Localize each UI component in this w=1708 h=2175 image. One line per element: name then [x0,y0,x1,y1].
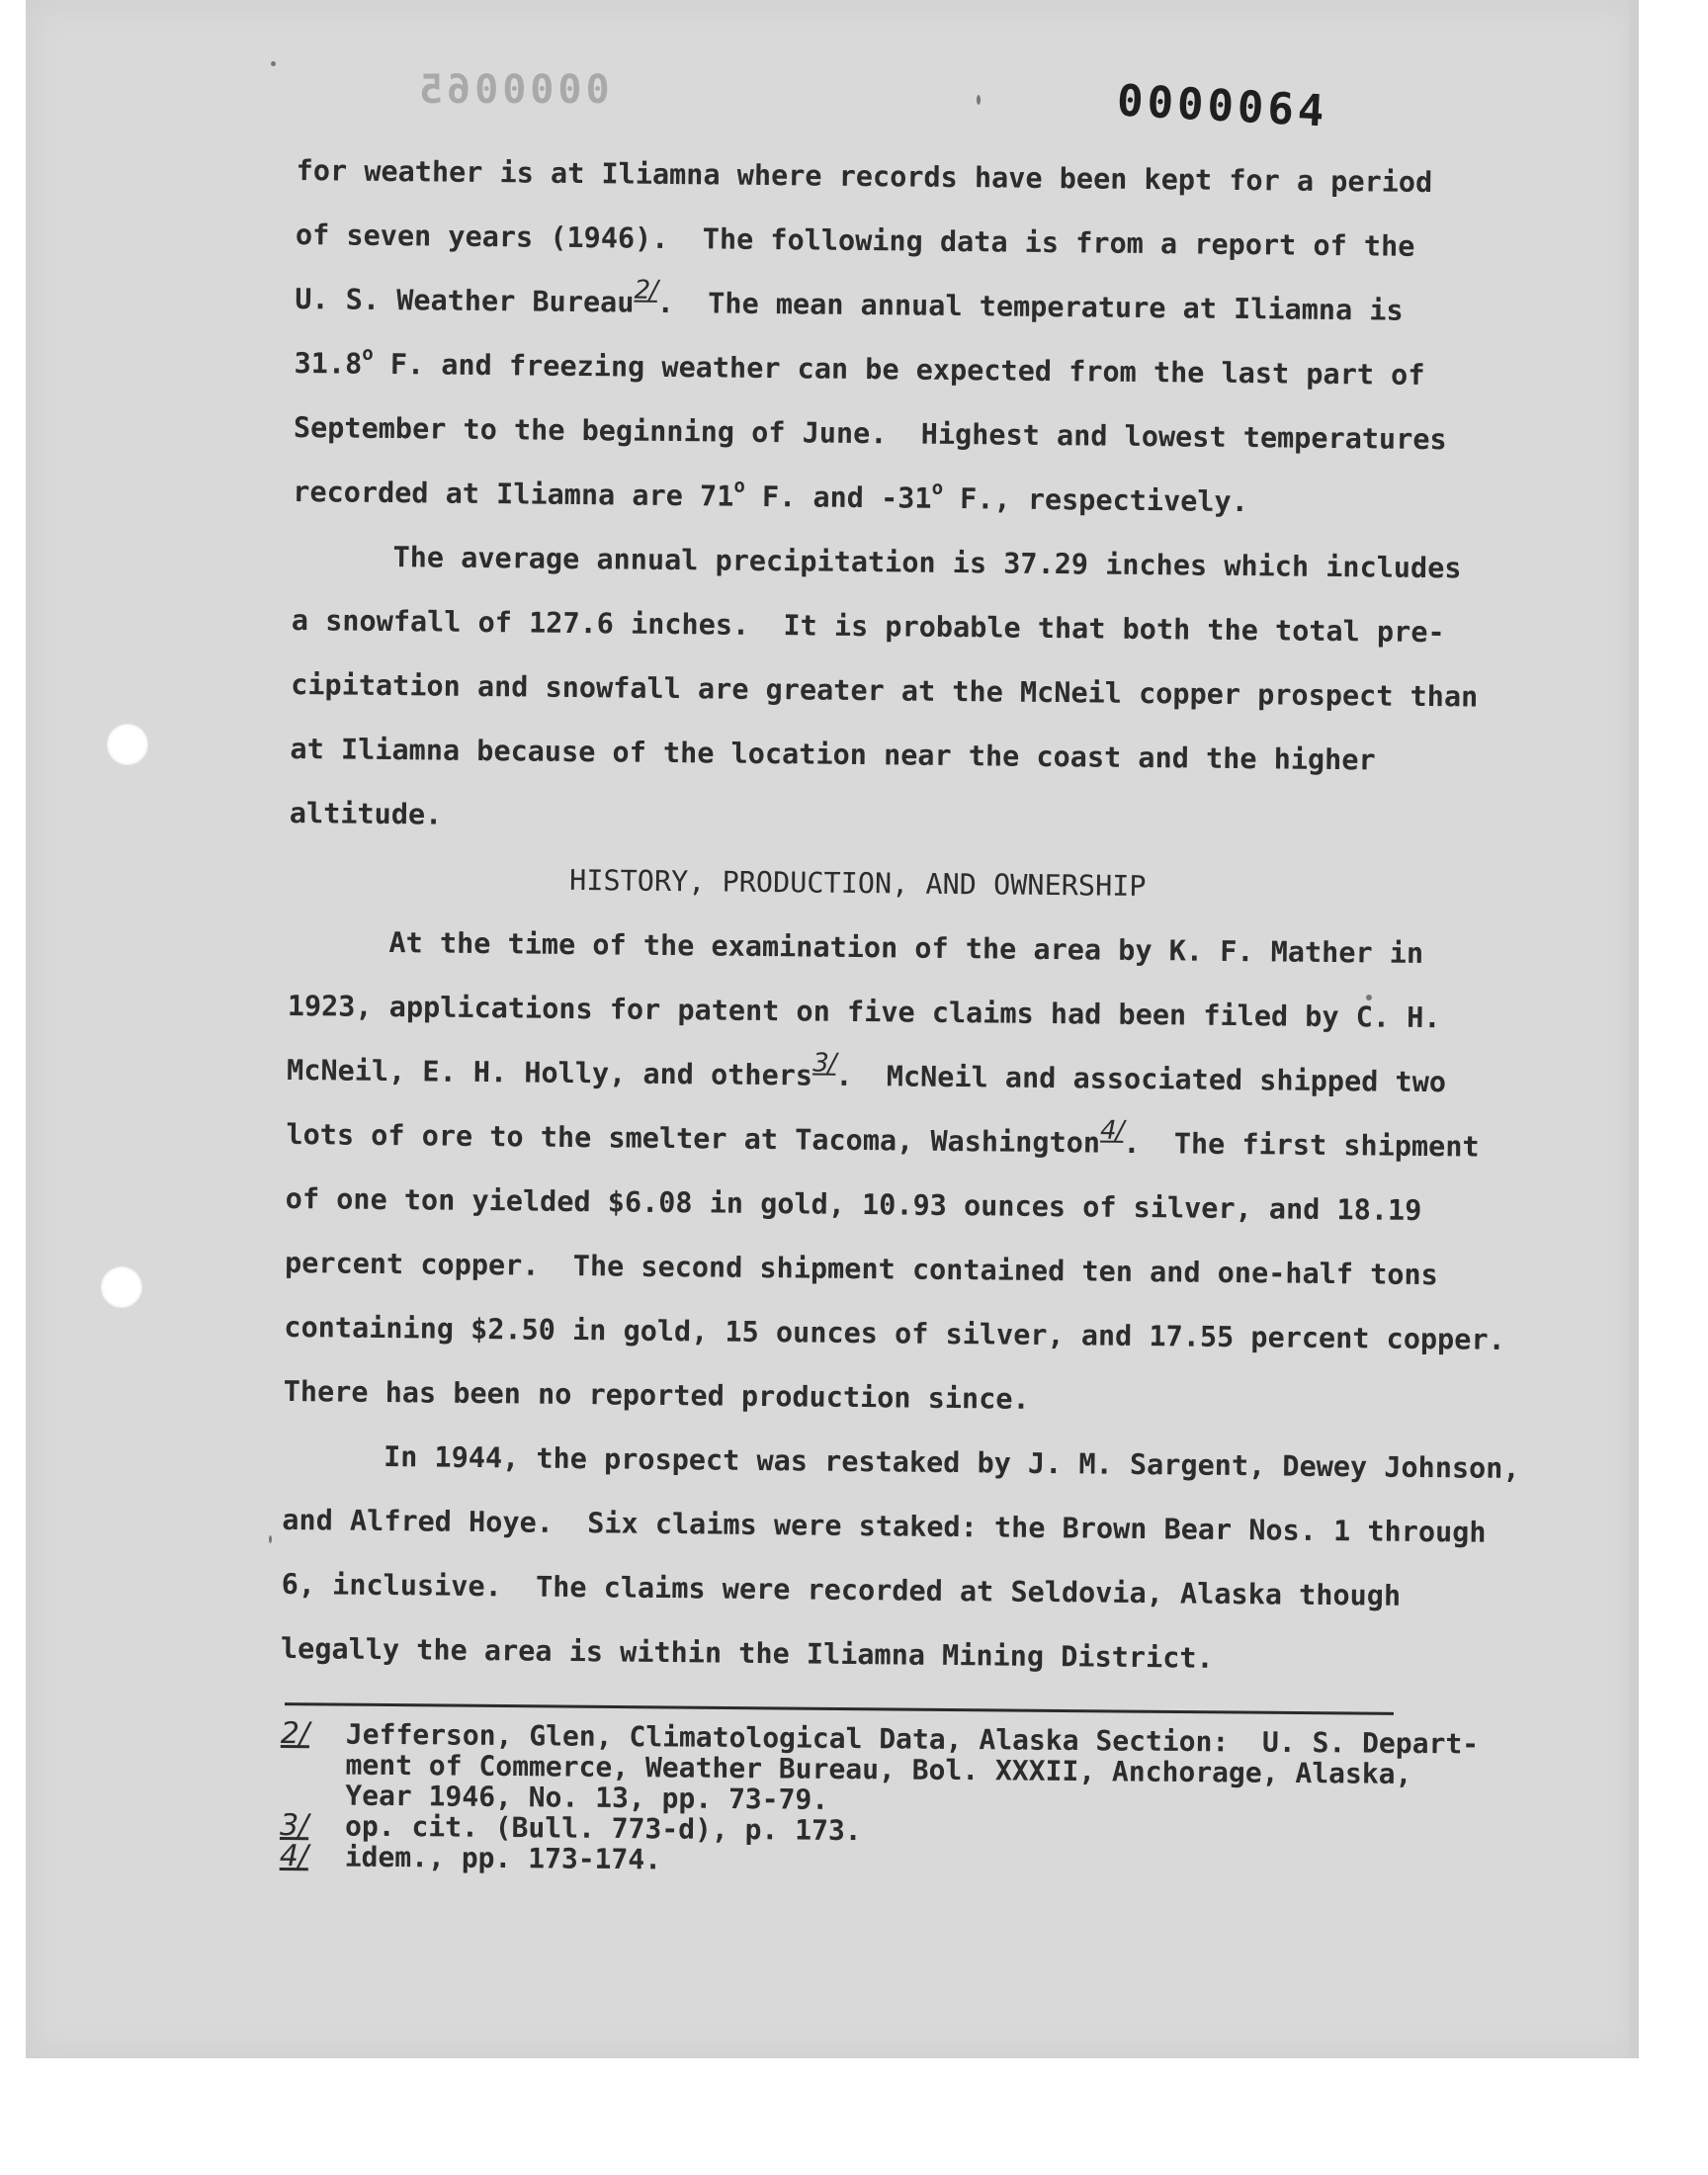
body-line: percent copper. The second shipment contained ten and one-half tons [284,1246,1438,1292]
page-edge [1629,0,1639,2058]
body-line: cipitation and snowfall are greater at the McNeil copper prospect than [291,667,1479,714]
punch-hole-upper [107,724,148,765]
text-segment: F., respectively. [942,481,1249,519]
body-line: a snowfall of 127.6 inches. It is probable that both the total pre- [291,603,1445,650]
body-line: altitude. [289,796,443,831]
text-segment: U. S. Weather Bureau [295,282,635,319]
text-segment: lots of ore to the smelter at Tacoma, Washington [286,1117,1101,1160]
text-segment: McNeil, E. H. Holly, and others [286,1053,813,1092]
footnote-mark: 3/ [279,1807,309,1844]
body-line: 6, inclusive. The claims were recorded at Seldovia, Alaska though [281,1567,1402,1612]
paragraph-first-line: At the time of the examination of the area by K. F. Mather in [388,926,1424,970]
body-line: at Iliamna because of the location near the coast and the higher [290,732,1376,777]
footnote-mark: 4/ [279,1838,309,1874]
body-line: and Alfred Hoye. Six claims were staked: the Brown Bear Nos. 1 through [282,1503,1487,1549]
text-segment: . The first shipment [1123,1126,1480,1164]
section-heading: HISTORY, PRODUCTION, AND OWNERSHIP [568,863,1147,904]
footnote-text: Jefferson, Glen, Climatological Data, Alaska Section: U. S. Depart- ment of Commerce, Weather Bureau, Bol. XXXII, Anchorage, Alaska, Year 1946, No. 13, pp. 73-79. [345,1717,1480,1816]
footnote-text: idem., pp. 173-174. [344,1840,662,1876]
footnotes [280,1718,1496,1882]
paragraph-first-line: In 1944, the prospect was restaked by J. M. Sargent, Dewey Johnson, [383,1439,1520,1486]
body-line: legally the area is within the Iliamna Mining District. [280,1631,1214,1675]
body-line: There has been no reported production since. [283,1374,1030,1416]
degree-mark: o [931,477,944,499]
speck [271,61,276,66]
punch-hole-lower [101,1266,142,1308]
footnote-text: op. cit. (Bull. 773-d), p. 173. [344,1809,862,1848]
text-segment: recorded at Iliamna are 71 [293,475,734,513]
body-line: September to the beginning of June. Highest and lowest temperatures [293,410,1447,457]
degree-mark: o [362,342,374,365]
text-segment: 31.8 [294,346,363,381]
body-line: of one ton yielded $6.08 in gold, 10.93 ounces of silver, and 18.19 [285,1181,1422,1227]
footnote-ref-4: 4/ [1099,1115,1124,1146]
footnote-mark: 2/ [280,1716,310,1752]
body-line: 1923, applications for patent on five claims had been filed by C. H. [287,989,1441,1035]
footnote-2 [280,1718,1496,1821]
text-segment: F. and -31 [744,479,932,515]
degree-mark: o [733,475,746,497]
ghost-page-stamp: 0000065 [415,67,610,113]
body-text [281,138,1532,1694]
text-segment: F. and freezing weather can be expected from the last part of [373,347,1425,392]
text-segment: . The mean annual temperature at Iliamna is [656,286,1404,327]
text-segment: . McNeil and associated shipped two [835,1059,1447,1099]
speck [269,1535,272,1543]
footnote-ref-3: 3/ [811,1048,836,1079]
body-line: for weather is at Iliamna where records have been kept for a period [296,153,1433,200]
body-line: of seven years (1946). The following data is from a report of the [295,218,1415,263]
body-line: containing $2.50 in gold, 15 ounces of silver, and 17.55 percent copper. [284,1310,1505,1356]
paragraph-first-line: The average annual precipitation is 37.29 inches which includes [392,541,1462,585]
speck [977,95,981,105]
footnote-ref-2: 2/ [634,275,658,305]
page-number-stamp: 0000064 [1115,75,1329,137]
